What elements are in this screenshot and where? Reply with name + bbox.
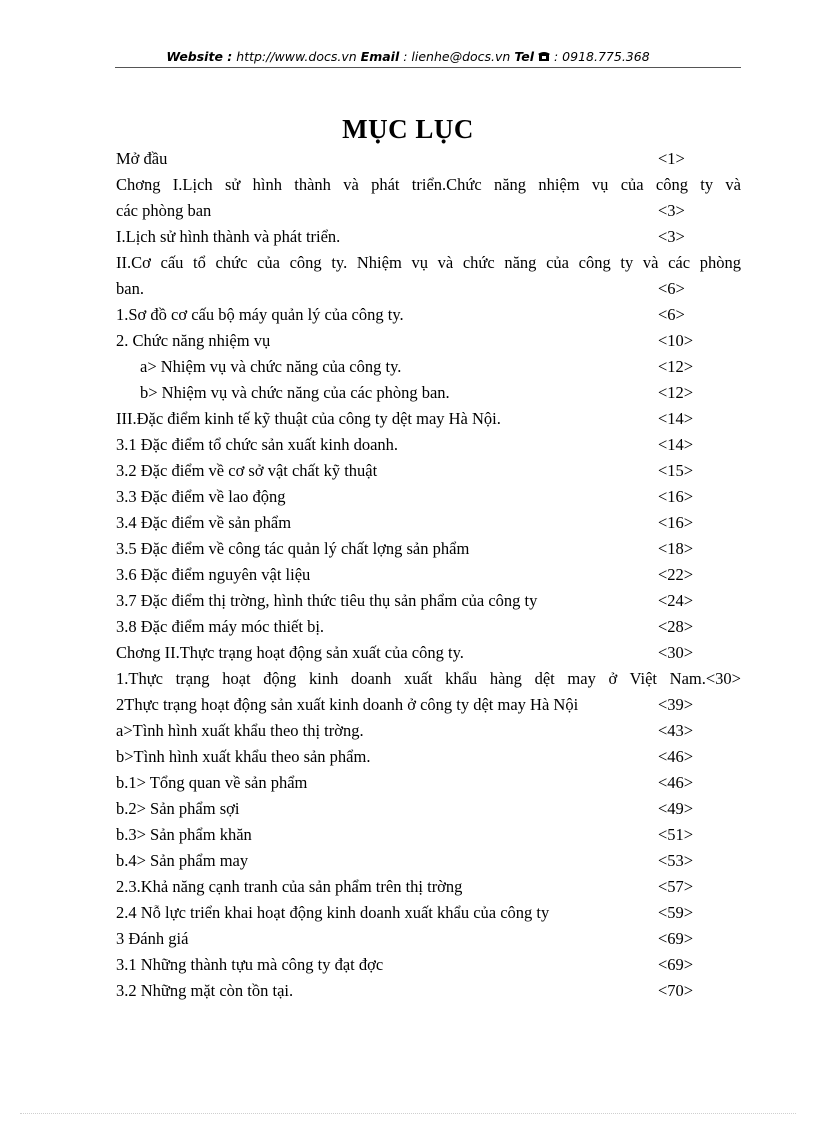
toc-entry-page: <12>	[658, 357, 694, 376]
toc-entry-title: 3.4 Đặc điểm về sản phẩm	[116, 513, 292, 532]
toc-entry-title: 3.7 Đặc điểm thị trờng, hình thức tiêu thụ sản phẩm của công ty	[116, 591, 538, 610]
toc-entry[interactable]	[116, 328, 741, 354]
toc-entry-page: <30>	[658, 643, 694, 662]
toc-entry-page: <6>	[658, 305, 685, 324]
toc-entry-title: Chơng I.Lịch sử hình thành và phát triển.Chức năng nhiệm vụ của công ty và	[116, 175, 741, 194]
toc-entry[interactable]	[116, 874, 741, 900]
toc-entry-page: <28>	[658, 617, 694, 636]
toc-entry[interactable]	[116, 406, 741, 432]
toc-entry-page: <12>	[658, 383, 694, 402]
toc-entry[interactable]	[116, 172, 741, 198]
toc-entry-title: b.1> Tổng quan về sản phẩm	[116, 773, 308, 792]
page-header	[0, 49, 816, 64]
toc-entry-page: <46>	[658, 747, 694, 766]
toc-entry-title: b>Tình hình xuất khẩu theo sản phẩm.	[116, 747, 371, 766]
toc-entry-page: <16>	[658, 487, 694, 506]
toc-entry-page: <16>	[658, 513, 694, 532]
toc-entry-page: <43>	[658, 721, 694, 740]
toc-entry[interactable]	[116, 354, 741, 380]
toc-entry[interactable]	[116, 952, 741, 978]
toc-entry-title: 2.3.Khả năng cạnh tranh của sản phẩm trên thị trờng	[116, 877, 463, 896]
toc-entry[interactable]	[116, 146, 741, 172]
toc-entry-title: b> Nhiệm vụ và chức năng của các phòng ban.	[140, 383, 450, 402]
toc-entry-title: a>Tình hình xuất khẩu theo thị trờng.	[116, 721, 364, 740]
toc-entry-title: 3.2 Đặc điểm về cơ sở vật chất kỹ thuật	[116, 461, 378, 480]
toc-entry-title: ban.	[116, 279, 144, 298]
toc-entry-title: b.3> Sản phẩm khăn	[116, 825, 252, 844]
toc-entry-title: III.Đặc điểm kinh tế kỹ thuật của công ty dệt may Hà Nội.	[116, 409, 501, 428]
toc-entry-page: <69>	[658, 955, 694, 974]
toc-entry-title: 1.Thực trạng hoạt động kinh doanh xuất khẩu hàng dệt may ở Việt Nam.<30>	[116, 669, 741, 688]
toc-entry[interactable]	[116, 536, 741, 562]
toc-entry[interactable]	[116, 718, 741, 744]
toc-entry-page: <14>	[658, 409, 694, 428]
toc-entry[interactable]	[116, 796, 741, 822]
toc-entry[interactable]	[116, 276, 741, 302]
toc-entry-title: b.2> Sản phẩm sợi	[116, 799, 240, 818]
toc-entry-title: 1.Sơ đồ cơ cấu bộ máy quản lý của công ty.	[116, 305, 404, 324]
toc-entry-page: <39>	[658, 695, 694, 714]
toc-entry[interactable]	[116, 926, 741, 952]
toc-entry-title: 3.8 Đặc điểm máy móc thiết bị.	[116, 617, 325, 636]
toc-entry[interactable]	[116, 484, 741, 510]
toc-entry-title: Chơng II.Thực trạng hoạt động sản xuất của công ty.	[116, 643, 464, 662]
toc-entry-title: 2Thực trạng hoạt động sản xuất kinh doanh ở công ty dệt may Hà Nội	[116, 695, 579, 714]
toc-entry-title: 3.2 Những mặt còn tồn tại.	[116, 981, 294, 1000]
toc-entry[interactable]	[116, 614, 741, 640]
toc-entry[interactable]	[116, 250, 741, 276]
toc-entry[interactable]	[116, 640, 741, 666]
toc-entry-page: <57>	[658, 877, 694, 896]
toc-entry[interactable]	[116, 224, 741, 250]
toc-entry[interactable]	[116, 588, 741, 614]
toc-entry-page: <49>	[658, 799, 694, 818]
toc-entry-page: <1>	[658, 149, 685, 168]
toc-entry-title: 3.1 Đặc điểm tổ chức sản xuất kinh doanh.	[116, 435, 399, 454]
toc-entry[interactable]	[116, 744, 741, 770]
toc-entry-page: <69>	[658, 929, 694, 948]
email-label: Email	[360, 49, 400, 64]
toc-entry[interactable]	[116, 510, 741, 536]
toc-entry-page: <51>	[658, 825, 694, 844]
toc-entry-title: 3.3 Đặc điểm về lao động	[116, 487, 286, 506]
email-value[interactable]: : lienhe@docs.vn	[403, 49, 511, 64]
toc-entry-title: b.4> Sản phẩm may	[116, 851, 249, 870]
toc-entry[interactable]	[116, 302, 741, 328]
toc-entry-title: 3.1 Những thành tựu mà công ty đạt đợc	[116, 955, 384, 974]
toc-entry[interactable]	[116, 822, 741, 848]
toc-entry-title: 3.5 Đặc điểm về công tác quản lý chất lợng sản phẩm	[116, 539, 470, 558]
tel-label: Tel	[514, 49, 535, 64]
toc-entry-page: <24>	[658, 591, 694, 610]
toc-entry[interactable]	[116, 562, 741, 588]
page-title: MỤC LỤC	[342, 114, 474, 144]
phone-icon	[538, 51, 550, 62]
toc-entry-page: <70>	[658, 981, 694, 1000]
toc-entry[interactable]	[116, 692, 741, 718]
footer-divider	[20, 1113, 796, 1114]
toc-entry-page: <10>	[658, 331, 694, 350]
header-divider	[115, 67, 741, 68]
toc-entry[interactable]	[116, 432, 741, 458]
toc-entry-page: <3>	[658, 227, 685, 246]
toc-entry-title: 3.6 Đặc điểm nguyên vật liệu	[116, 565, 311, 584]
table-of-contents	[116, 146, 741, 1004]
toc-entry-title: II.Cơ cấu tổ chức của công ty. Nhiệm vụ và chức năng của công ty và các phòng	[116, 253, 741, 272]
toc-entry[interactable]	[116, 848, 741, 874]
toc-entry-page: <46>	[658, 773, 694, 792]
toc-entry-page: <6>	[658, 279, 685, 298]
toc-entry[interactable]	[116, 198, 741, 224]
toc-entry[interactable]	[116, 666, 741, 692]
toc-entry-page: <22>	[658, 565, 694, 584]
toc-entry[interactable]	[116, 770, 741, 796]
toc-entry-page: <59>	[658, 903, 694, 922]
toc-entry[interactable]	[116, 458, 741, 484]
toc-entry-title: a> Nhiệm vụ và chức năng của công ty.	[140, 357, 402, 376]
toc-entry-title: Mở đầu	[116, 149, 168, 168]
toc-entry-page: <53>	[658, 851, 694, 870]
toc-entry-title: 2. Chức năng nhiệm vụ	[116, 331, 271, 350]
toc-entry-title: I.Lịch sử hình thành và phát triển.	[116, 227, 341, 246]
toc-entry-page: <14>	[658, 435, 694, 454]
toc-entry-page: <18>	[658, 539, 694, 558]
website-url[interactable]: http://www.docs.vn	[236, 49, 357, 64]
toc-entry-page: <3>	[658, 201, 685, 220]
toc-entry-title: 2.4 Nỗ lực triển khai hoạt động kinh doanh xuất khẩu của công ty	[116, 903, 550, 922]
toc-entry-title: các phòng ban	[116, 201, 212, 220]
toc-entry-title: 3 Đánh giá	[116, 929, 189, 948]
toc-entry-page: <15>	[658, 461, 694, 480]
website-label: Website :	[166, 49, 233, 64]
toc-entry[interactable]	[116, 380, 741, 406]
toc-entry[interactable]	[116, 900, 741, 926]
toc-entry[interactable]	[116, 978, 741, 1004]
tel-value[interactable]: : 0918.775.368	[553, 49, 650, 64]
